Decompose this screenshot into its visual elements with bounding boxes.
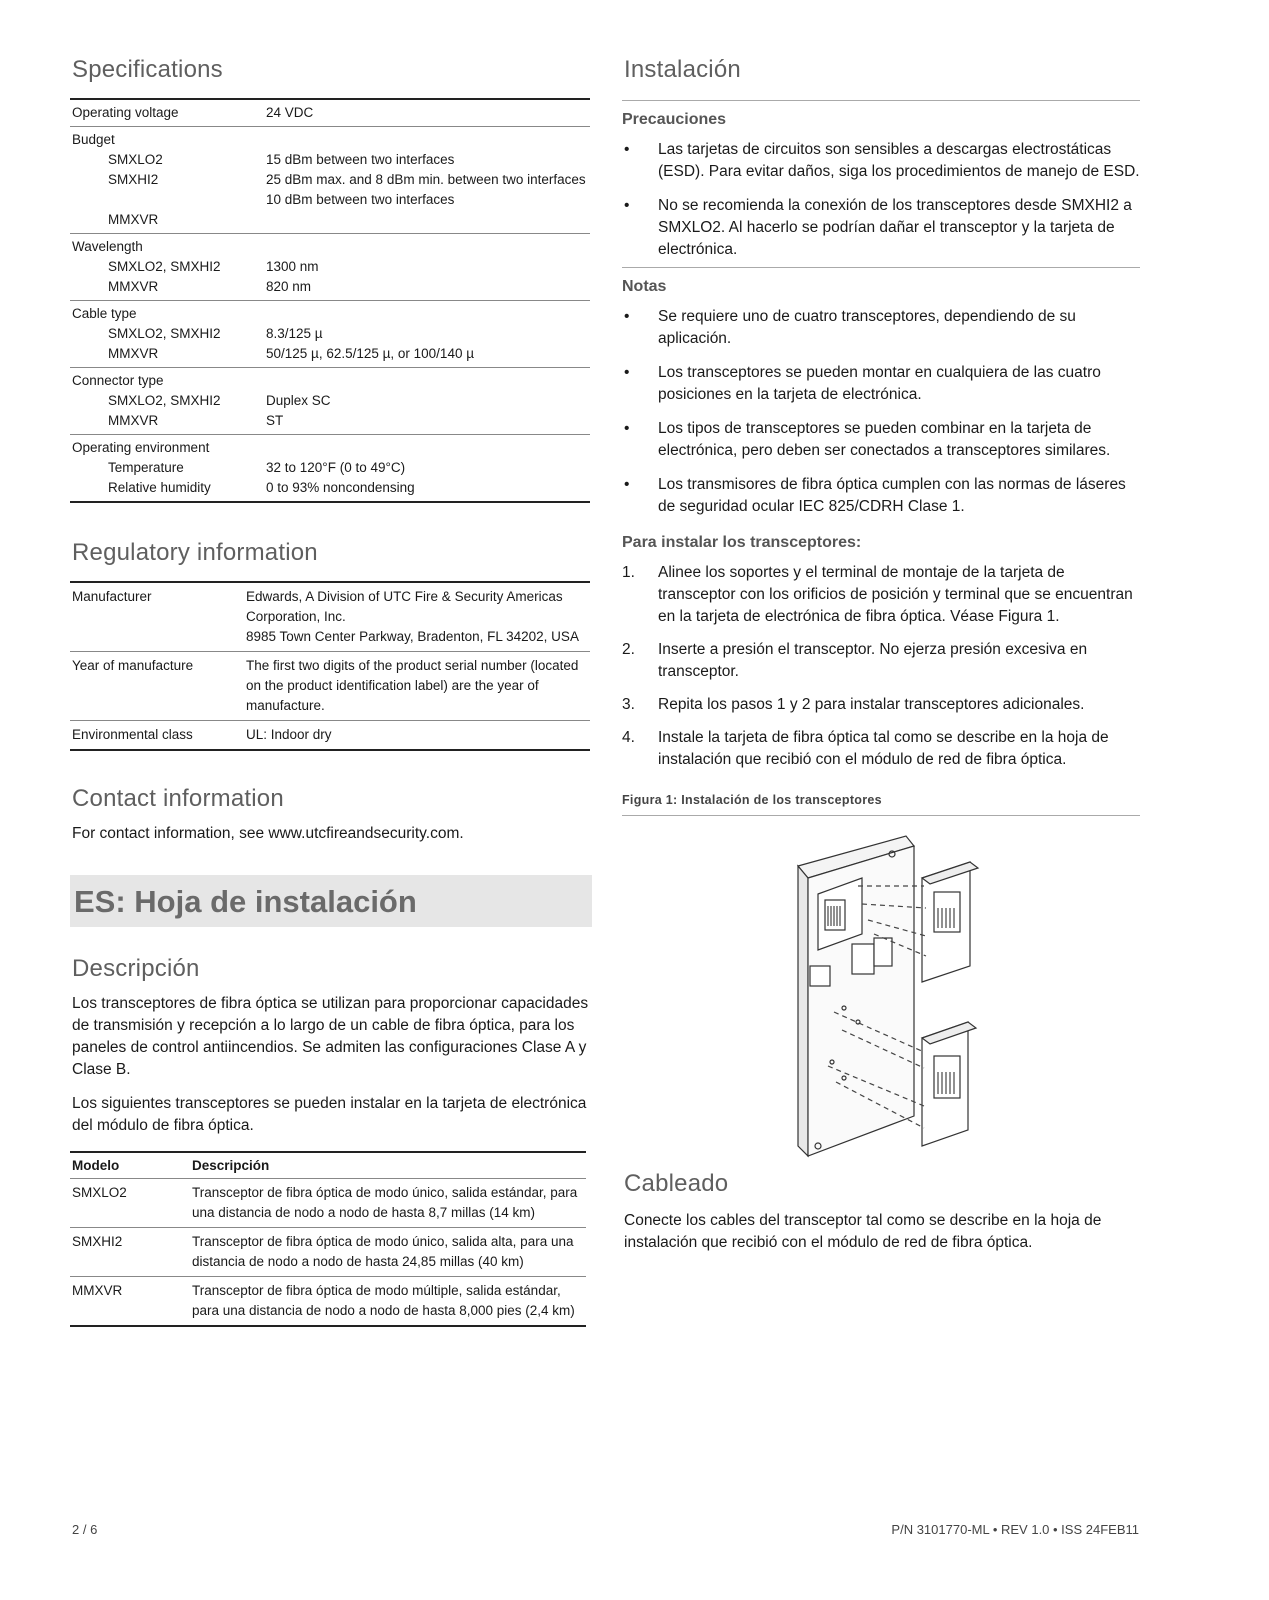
descripcion-paragraph-1: Los transceptores de fibra óptica se utilizan para proporcionar capacidades de transmisión y recepción a lo largo de un cable de fibra óptica, para los paneles de control antiincendios. Se admiten las configuraciones Clase A y Clase B. (72, 995, 589, 1078)
spec-label: Budget (72, 132, 115, 147)
step-number: 4. (622, 729, 635, 746)
spec-value: 15 dBm between two interfaces (266, 152, 455, 167)
reg-row-year (70, 652, 590, 721)
spec-sublabel: SMXHI2 (108, 172, 159, 187)
spec-sublabel: Temperature (108, 460, 184, 475)
model-cell: SMXHI2 (70, 1228, 190, 1277)
table-row (70, 1228, 586, 1277)
list-item: • Los transceptores se pueden montar en cualquiera de las cuatro posiciones en la tarjeta de electrónica. (624, 364, 1101, 403)
list-item: 4. Instale la tarjeta de fibra óptica tal como se describe en la hoja de instalación que recibió con el módulo de red de fibra óptica. (622, 729, 1109, 768)
spec-sublabel: MMXVR (108, 346, 159, 361)
spec-row-budget (70, 127, 590, 234)
reg-value: The first two digits of the product serial number (located on the product identification label) are the year of manufacture. (244, 652, 590, 721)
banner-title: ES: Hoja de instalación (74, 884, 417, 919)
spec-value: 32 to 120°F (0 to 49°C) (266, 460, 406, 475)
spec-value: 8.3/125 µ (266, 326, 323, 341)
spec-value: 24 VDC (264, 99, 590, 127)
divider (622, 267, 1140, 268)
spec-sublabel: SMXLO2 (108, 152, 163, 167)
spec-value: 1300 nm (266, 259, 319, 274)
spec-row-environment (70, 435, 590, 503)
transceiver-installation-figure (622, 816, 1140, 1166)
spec-value: 0 to 93% noncondensing (266, 480, 415, 495)
models-table (70, 1151, 586, 1327)
bullet-marker: • (624, 364, 630, 381)
spec-value: 50/125 µ, 62.5/125 µ, or 100/140 µ (266, 346, 474, 361)
page-number: 2 / 6 (72, 1522, 98, 1537)
contact-heading: Contact information (72, 785, 284, 812)
step-number: 1. (622, 564, 635, 581)
reg-label: Environmental class (70, 721, 244, 751)
spec-label: Connector type (72, 373, 164, 388)
column-header-description: Descripción (190, 1152, 586, 1179)
spec-label: Operating voltage (70, 99, 264, 127)
list-item: • Los transmisores de fibra óptica cumplen con las normas de láseres de seguridad ocular IEC 825/CDRH Clase 1. (624, 476, 1126, 515)
models-header-row (70, 1152, 586, 1179)
table-row (70, 1179, 586, 1228)
spec-value: ST (266, 413, 284, 428)
precauciones-heading: Precauciones (622, 111, 727, 128)
bullet-marker: • (624, 476, 630, 493)
list-item: 1. Alinee los soportes y el terminal de montaje de la tarjeta de transceptor con los orificios de posición y terminal que se encuentran en la tarjeta de electrónica de fibra óptica. Véase Figura 1. (622, 564, 1133, 625)
divider (622, 100, 1140, 101)
reg-label: Manufacturer (70, 582, 244, 652)
description-cell: Transceptor de fibra óptica de modo único, salida alta, para una distancia de nodo a nodo de hasta 24,85 millas (40 km) (190, 1228, 586, 1277)
reg-row-environmental-class (70, 721, 590, 751)
instalacion-heading: Instalación (624, 56, 741, 83)
regulatory-heading: Regulatory information (72, 539, 318, 566)
notas-list (622, 306, 1140, 518)
notas-heading: Notas (622, 278, 667, 295)
right-column (622, 56, 1140, 1266)
list-item: 2. Inserte a presión el transceptor. No ejerza presión excesiva en transceptor. (622, 641, 1088, 680)
model-cell: MMXVR (70, 1277, 190, 1327)
spec-value: 820 nm (266, 279, 312, 294)
list-item: • Las tarjetas de circuitos son sensibles a descargas electrostáticas (ESD). Para evitar daños, siga los procedimientos de manejo de ESD. (624, 141, 1140, 180)
list-item: • No se recomienda la conexión de los transceptores desde SMXHI2 a SMXLO2. Al hacerlo se podrían dañar el transceptor y la tarjeta de electrónica. (624, 197, 1132, 258)
precauciones-list (622, 139, 1140, 261)
steps-heading: Para instalar los transceptores: (622, 534, 862, 551)
reg-value: Edwards, A Division of UTC Fire & Security Americas Corporation, Inc. (246, 589, 563, 624)
step-number: 3. (622, 696, 635, 713)
model-cell: SMXLO2 (72, 1185, 127, 1200)
spec-sublabel: MMXVR (108, 413, 159, 428)
specifications-table (70, 98, 590, 503)
language-banner (70, 875, 592, 927)
spec-value: 10 dBm between two interfaces (266, 192, 455, 207)
bullet-marker: • (624, 141, 630, 158)
spec-row-voltage (70, 99, 590, 127)
descripcion-heading: Descripción (72, 955, 200, 982)
contact-text: For contact information, see www.utcfireandsecurity.com. (72, 825, 464, 842)
table-row (70, 1277, 586, 1327)
list-item: • Los tipos de transceptores se pueden combinar en la tarjeta de electrónica, pero deben ser conectados a transceptores similares. (624, 420, 1111, 459)
spec-sublabel: SMXLO2, SMXHI2 (108, 393, 221, 408)
reg-row-manufacturer (70, 582, 590, 652)
spec-sublabel: MMXVR (108, 279, 159, 294)
steps-list (622, 562, 1140, 771)
descripcion-paragraph-2: Los siguientes transceptores se pueden instalar en la tarjeta de electrónica del módulo de fibra óptica. (72, 1095, 587, 1134)
spec-value: Duplex SC (266, 393, 331, 408)
cableado-heading: Cableado (624, 1170, 729, 1197)
spec-label: Cable type (72, 306, 137, 321)
spec-sublabel: SMXLO2, SMXHI2 (108, 259, 221, 274)
specifications-heading: Specifications (72, 56, 223, 83)
description-cell: Transceptor de fibra óptica de modo único, salida estándar, para una distancia de nodo a nodo de hasta 8,7 millas (14 km) (192, 1185, 578, 1220)
cableado-text: Conecte los cables del transceptor tal como se describe en la hoja de instalación que recibió con el módulo de red de fibra óptica. (624, 1212, 1102, 1251)
spec-row-cable-type (70, 301, 590, 368)
spec-row-connector-type (70, 368, 590, 435)
bullet-marker: • (624, 197, 630, 214)
list-item: • Se requiere uno de cuatro transceptores, dependiendo de su aplicación. (624, 308, 1076, 347)
left-column (70, 56, 590, 1327)
spec-value: 25 dBm max. and 8 dBm min. between two interfaces (266, 172, 586, 187)
bullet-marker: • (624, 308, 630, 325)
spec-sublabel: MMXVR (108, 212, 159, 227)
spec-sublabel: SMXLO2, SMXHI2 (108, 326, 221, 341)
step-number: 2. (622, 641, 635, 658)
regulatory-table (70, 581, 590, 751)
reg-value: UL: Indoor dry (244, 721, 590, 751)
figure-caption: Figura 1: Instalación de los transceptores (622, 793, 882, 807)
description-cell: Transceptor de fibra óptica de modo múltiple, salida estándar, para una distancia de nodo a nodo de hasta 8,000 pies (2,4 km) (190, 1277, 586, 1327)
spec-label: Operating environment (72, 440, 210, 455)
spec-label: Wavelength (72, 239, 143, 254)
reg-label: Year of manufacture (70, 652, 244, 721)
reg-value-address: 8985 Town Center Parkway, Bradenton, FL 34202, USA (246, 629, 579, 644)
spec-sublabel: Relative humidity (108, 480, 211, 495)
column-header-model: Modelo (70, 1152, 190, 1179)
spec-row-wavelength (70, 234, 590, 301)
list-item: 3. Repita los pasos 1 y 2 para instalar transceptores adicionales. (622, 694, 1140, 716)
part-number: P/N 3101770-ML • REV 1.0 • ISS 24FEB11 (891, 1522, 1139, 1537)
bullet-marker: • (624, 420, 630, 437)
